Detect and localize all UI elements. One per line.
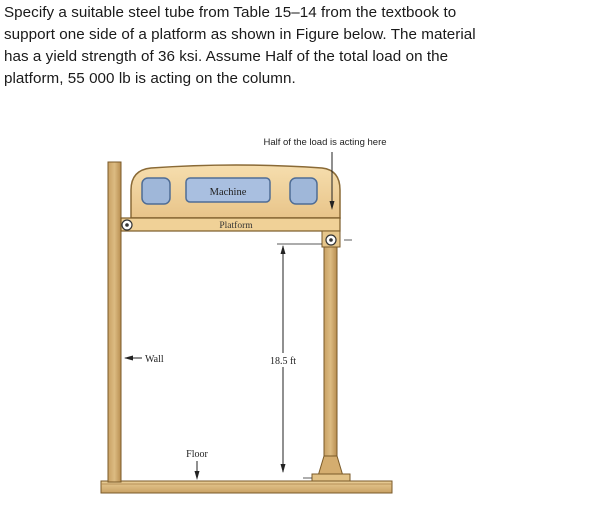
wall-label: Wall bbox=[145, 354, 164, 365]
problem-line-3: has a yield strength of 36 ksi. Assume Half of the total load on the bbox=[4, 48, 449, 65]
problem-line-1: Specify a suitable steel tube from Table 15–14 from the textbook to bbox=[4, 4, 457, 21]
machine-left-knob bbox=[142, 178, 170, 204]
floor-slab bbox=[101, 481, 392, 493]
problem-line-2: support one side of a platform as shown in Figure below. The material bbox=[4, 26, 476, 43]
height-label: 18.5 ft bbox=[269, 356, 297, 367]
wall bbox=[108, 162, 121, 482]
machine-label: Machine bbox=[209, 187, 247, 198]
machine-right-knob bbox=[290, 178, 317, 204]
problem-line-4: platform, 55 000 lb is acting on the column. bbox=[4, 70, 296, 87]
column-base bbox=[318, 456, 343, 476]
floor-label: Floor bbox=[186, 449, 208, 460]
column bbox=[324, 231, 337, 477]
platform-label: Platform bbox=[219, 221, 253, 231]
load-label: Half of the load is acting here bbox=[263, 137, 387, 148]
